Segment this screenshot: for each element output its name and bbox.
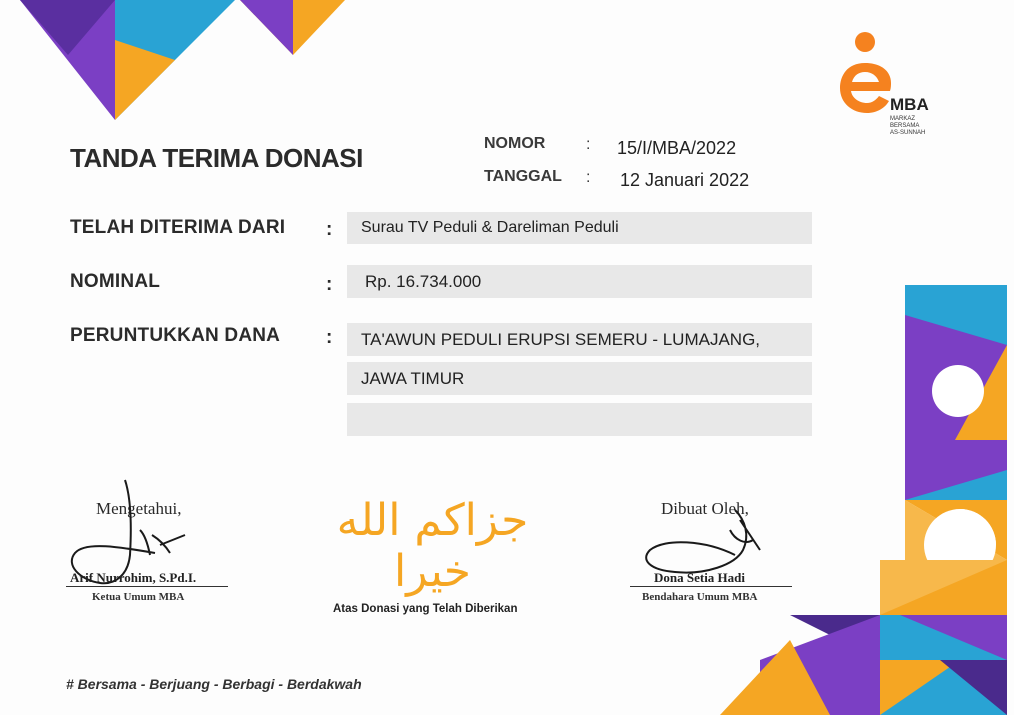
nominal-label: NOMINAL [70,271,161,292]
allocation-line2: JAWA TIMUR [361,368,465,388]
nominal-colon: : [326,274,333,295]
received-from-value: Surau TV Peduli & Dareliman Peduli [361,219,619,236]
right-signature-role: Bendahara Umum MBA [642,591,758,603]
received-from-label: TELAH DITERIMA DARI [70,217,286,238]
nomor-label: NOMOR [484,135,546,152]
allocation-colon: : [326,327,333,348]
allocation-label: PERUNTUKKAN DANA [70,325,281,346]
tanggal-colon: : [586,169,591,186]
nomor-value: 15/I/MBA/2022 [617,138,737,158]
tanggal-value: 12 Januari 2022 [620,170,750,190]
left-signature-heading: Mengetahui, [96,499,182,518]
left-signature-line [66,586,228,587]
arabic-calligraphy: جزاكم الله خيرا [336,495,529,597]
footer-hashtag: # Bersama - Berjuang - Berbagi - Berdakwah [66,676,362,692]
allocation-field-line3 [347,403,812,436]
logo-subtitle: MARKAZ BERSAMA AS-SUNNAH [890,116,926,136]
received-from-field [347,212,812,244]
right-signature-heading: Dibuat Oleh, [661,499,749,518]
received-from-colon: : [326,219,333,240]
right-signature-line [630,586,792,587]
nominal-value: Rp. 16.734.000 [365,271,482,291]
nominal-field [347,265,812,298]
document-title: TANDA TERIMA DONASI [70,143,363,173]
allocation-line1: TA'AWUN PEDULI ERUPSI SEMERU - LUMAJANG, [361,329,761,349]
right-signature-name: Dona Setia Hadi [654,570,746,585]
logo-brand: MBA [890,95,929,114]
allocation-field-line2 [347,362,812,395]
left-signature-role: Ketua Umum MBA [92,591,185,603]
mba-logo [835,28,955,148]
mba-logo-mark-icon [835,28,895,118]
nomor-colon: : [586,136,591,153]
thanks-text: Atas Donasi yang Telah Diberikan [333,603,518,615]
left-signature-name: Arif Nurrohim, S.Pd.I. [70,570,197,585]
allocation-field-line1 [347,323,812,356]
tanggal-label: TANGGAL [484,168,562,185]
